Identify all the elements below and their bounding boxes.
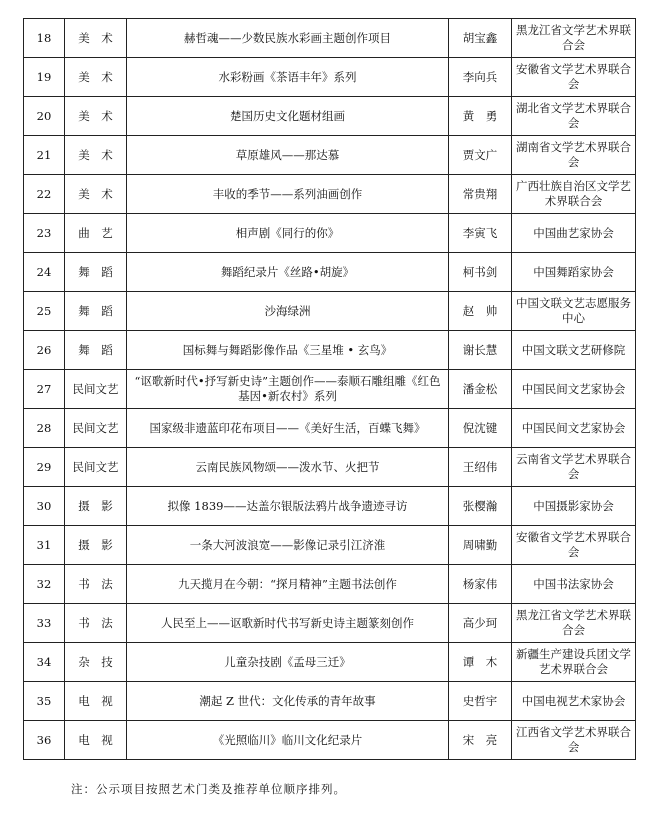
art-category: 杂 技 xyxy=(65,643,127,682)
recommending-unit: 中国书法家协会 xyxy=(512,565,636,604)
row-number: 34 xyxy=(24,643,65,682)
project-name: 云南民族风物颂——泼水节、火把节 xyxy=(127,448,449,487)
table-row xyxy=(24,175,636,214)
table-row xyxy=(24,604,636,643)
row-number: 27 xyxy=(24,370,65,409)
person-name: 王绍伟 xyxy=(449,448,512,487)
row-number: 22 xyxy=(24,175,65,214)
art-category: 舞 蹈 xyxy=(65,253,127,292)
project-name: 人民至上——讴歌新时代书写新史诗主题篆刻创作 xyxy=(127,604,449,643)
person-name: 宋 亮 xyxy=(449,721,512,760)
row-number: 28 xyxy=(24,409,65,448)
art-category: 美 术 xyxy=(65,136,127,175)
row-number: 31 xyxy=(24,526,65,565)
recommending-unit: 新疆生产建设兵团文学艺术界联合会 xyxy=(512,643,636,682)
table-row xyxy=(24,136,636,175)
person-name: 柯书剑 xyxy=(449,253,512,292)
table-row xyxy=(24,487,636,526)
recommending-unit: 江西省文学艺术界联合会 xyxy=(512,721,636,760)
recommending-unit: 云南省文学艺术界联合会 xyxy=(512,448,636,487)
person-name: 赵 帅 xyxy=(449,292,512,331)
person-name: 胡宝鑫 xyxy=(449,19,512,58)
table-row xyxy=(24,214,636,253)
row-number: 33 xyxy=(24,604,65,643)
person-name: 倪沈键 xyxy=(449,409,512,448)
row-number: 20 xyxy=(24,97,65,136)
table-row xyxy=(24,292,636,331)
project-name: 相声剧《同行的你》 xyxy=(127,214,449,253)
project-name: 草原雄风——那达慕 xyxy=(127,136,449,175)
person-name: 谢长慧 xyxy=(449,331,512,370)
row-number: 36 xyxy=(24,721,65,760)
person-name: 常贵翔 xyxy=(449,175,512,214)
project-table xyxy=(23,18,636,760)
table-row xyxy=(24,565,636,604)
art-category: 美 术 xyxy=(65,97,127,136)
project-name: 儿童杂技剧《孟母三迁》 xyxy=(127,643,449,682)
project-name: 潮起 Z 世代：文化传承的青年故事 xyxy=(127,682,449,721)
art-category: 曲 艺 xyxy=(65,214,127,253)
person-name: 黄 勇 xyxy=(449,97,512,136)
table-row xyxy=(24,682,636,721)
art-category: 美 术 xyxy=(65,58,127,97)
art-category: 电 视 xyxy=(65,721,127,760)
project-name: 一条大河波浪宽——影像记录引江济淮 xyxy=(127,526,449,565)
recommending-unit: 中国民间文艺家协会 xyxy=(512,370,636,409)
recommending-unit: 中国电视艺术家协会 xyxy=(512,682,636,721)
table-row xyxy=(24,643,636,682)
person-name: 杨家伟 xyxy=(449,565,512,604)
table-row xyxy=(24,331,636,370)
row-number: 29 xyxy=(24,448,65,487)
art-category: 美 术 xyxy=(65,19,127,58)
art-category: 摄 影 xyxy=(65,526,127,565)
table-row xyxy=(24,19,636,58)
table-row xyxy=(24,448,636,487)
art-category: 书 法 xyxy=(65,565,127,604)
person-name: 谭 木 xyxy=(449,643,512,682)
table-row xyxy=(24,409,636,448)
recommending-unit: 湖南省文学艺术界联合会 xyxy=(512,136,636,175)
recommending-unit: 黑龙江省文学艺术界联合会 xyxy=(512,19,636,58)
table-row xyxy=(24,253,636,292)
table-row xyxy=(24,97,636,136)
recommending-unit: 中国舞蹈家协会 xyxy=(512,253,636,292)
row-number: 19 xyxy=(24,58,65,97)
recommending-unit: 中国摄影家协会 xyxy=(512,487,636,526)
row-number: 23 xyxy=(24,214,65,253)
row-number: 18 xyxy=(24,19,65,58)
recommending-unit: 中国曲艺家协会 xyxy=(512,214,636,253)
project-name: 赫哲魂——少数民族水彩画主题创作项目 xyxy=(127,19,449,58)
table-row xyxy=(24,58,636,97)
table-row xyxy=(24,370,636,409)
row-number: 30 xyxy=(24,487,65,526)
person-name: 史哲宇 xyxy=(449,682,512,721)
person-name: 周啸勤 xyxy=(449,526,512,565)
art-category: 摄 影 xyxy=(65,487,127,526)
project-name: 《光照临川》临川文化纪录片 xyxy=(127,721,449,760)
project-name: 舞蹈纪录片《丝路•胡旋》 xyxy=(127,253,449,292)
table-row xyxy=(24,526,636,565)
art-category: 民间文艺 xyxy=(65,448,127,487)
project-name: 丰收的季节——系列油画创作 xyxy=(127,175,449,214)
table-row xyxy=(24,721,636,760)
person-name: 潘金松 xyxy=(449,370,512,409)
table-body xyxy=(24,19,636,760)
row-number: 26 xyxy=(24,331,65,370)
project-name: 拟像 1839——达盖尔银版法鸦片战争遗迹寻访 xyxy=(127,487,449,526)
project-name: “讴歌新时代•抒写新史诗”主题创作——泰顺石雕组雕《红色基因•新农村》系列 xyxy=(127,370,449,409)
footnote: 注：公示项目按照艺术门类及推荐单位顺序排列。 xyxy=(71,782,346,796)
art-category: 民间文艺 xyxy=(65,370,127,409)
person-name: 贾文广 xyxy=(449,136,512,175)
art-category: 书 法 xyxy=(65,604,127,643)
recommending-unit: 中国文联文艺志愿服务中心 xyxy=(512,292,636,331)
art-category: 美 术 xyxy=(65,175,127,214)
project-name: 九天揽月在今朝：“探月精神”主题书法创作 xyxy=(127,565,449,604)
recommending-unit: 安徽省文学艺术界联合会 xyxy=(512,58,636,97)
person-name: 李向兵 xyxy=(449,58,512,97)
person-name: 李寅飞 xyxy=(449,214,512,253)
row-number: 25 xyxy=(24,292,65,331)
person-name: 张樱瀚 xyxy=(449,487,512,526)
recommending-unit: 中国民间文艺家协会 xyxy=(512,409,636,448)
project-name: 水彩粉画《茶语丰年》系列 xyxy=(127,58,449,97)
project-name: 国家级非遗蓝印花布项目——《美好生活，百蝶飞舞》 xyxy=(127,409,449,448)
art-category: 舞 蹈 xyxy=(65,331,127,370)
recommending-unit: 黑龙江省文学艺术界联合会 xyxy=(512,604,636,643)
row-number: 24 xyxy=(24,253,65,292)
row-number: 35 xyxy=(24,682,65,721)
project-name: 沙海绿洲 xyxy=(127,292,449,331)
art-category: 民间文艺 xyxy=(65,409,127,448)
recommending-unit: 湖北省文学艺术界联合会 xyxy=(512,97,636,136)
art-category: 舞 蹈 xyxy=(65,292,127,331)
recommending-unit: 安徽省文学艺术界联合会 xyxy=(512,526,636,565)
row-number: 21 xyxy=(24,136,65,175)
art-category: 电 视 xyxy=(65,682,127,721)
row-number: 32 xyxy=(24,565,65,604)
recommending-unit: 中国文联文艺研修院 xyxy=(512,331,636,370)
project-name: 国标舞与舞蹈影像作品《三星堆 • 玄鸟》 xyxy=(127,331,449,370)
recommending-unit: 广西壮族自治区文学艺术界联合会 xyxy=(512,175,636,214)
project-name: 楚国历史文化题材组画 xyxy=(127,97,449,136)
person-name: 高少珂 xyxy=(449,604,512,643)
